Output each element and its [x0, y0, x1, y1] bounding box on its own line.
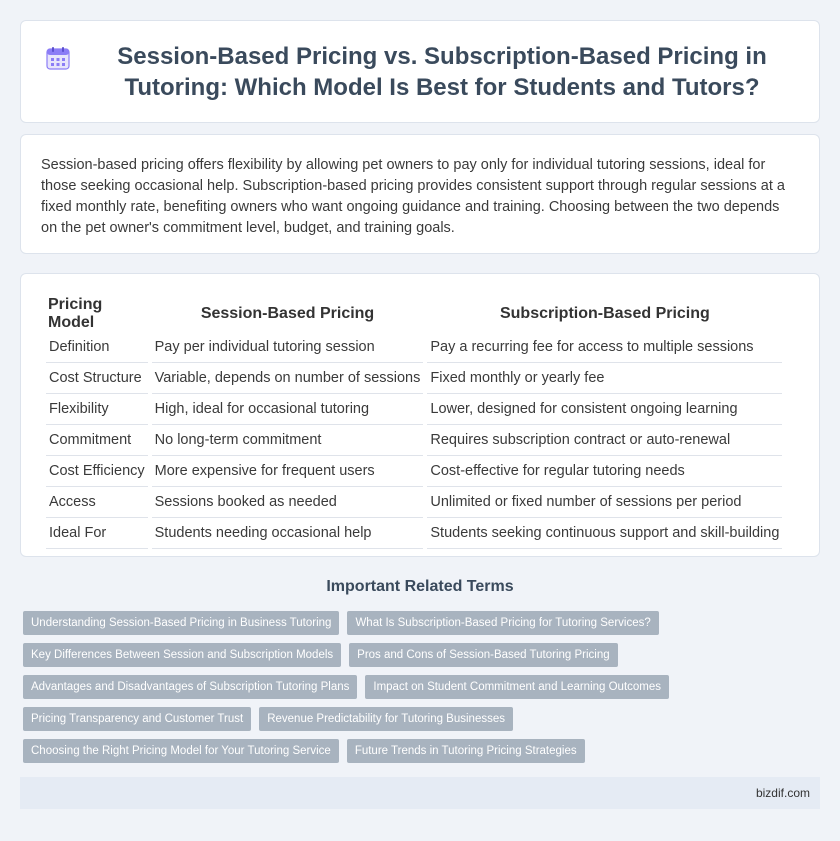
table-row [46, 425, 782, 456]
column-header: Subscription-Based Pricing [499, 305, 710, 322]
table-cell: Lower, designed for consistent ongoing learning [427, 394, 782, 425]
related-term-link[interactable]: Pricing Transparency and Customer Trust [23, 707, 251, 731]
tag-row [23, 675, 823, 699]
comparison-table-card [20, 273, 820, 557]
related-term-link[interactable]: Choosing the Right Pricing Model for Your Tutoring Service [23, 739, 339, 763]
related-term-link[interactable]: Key Differences Between Session and Subscription Models [23, 643, 341, 667]
table-cell: Commitment [46, 425, 148, 456]
summary-card [20, 134, 820, 254]
summary-text: Session-based pricing offers flexibility by allowing pet owners to pay only for individual tutoring sessions, ideal for those seeking occasional help. Subscription-based pricing provides consistent support through regular sessions at a fixed monthly rate, benefiting owners who want ongoing guidance and training. Choosing between the two depends on the pet owner's commitment level, budget, and training goals. [41, 157, 785, 236]
tag-row [23, 739, 823, 763]
column-header: Session-Based Pricing [200, 305, 375, 322]
table-row [46, 332, 782, 363]
table-cell: Ideal For [46, 518, 148, 549]
title-card [20, 20, 820, 123]
footer [20, 777, 820, 809]
table-cell: Variable, depends on number of sessions [152, 363, 424, 394]
table-cell: Pay per individual tutoring session [152, 332, 424, 363]
table-cell: More expensive for frequent users [152, 456, 424, 487]
related-term-link[interactable]: Pros and Cons of Session-Based Tutoring Pricing [349, 643, 618, 667]
table-cell: Requires subscription contract or auto-renewal [427, 425, 782, 456]
table-cell: High, ideal for occasional tutoring [152, 394, 424, 425]
table-cell: Students seeking continuous support and skill-building [427, 518, 782, 549]
related-term-link[interactable]: What Is Subscription-Based Pricing for Tutoring Services? [347, 611, 658, 635]
table-header-row [46, 296, 782, 332]
related-terms-title: Important Related Terms [326, 578, 514, 595]
table-cell: Unlimited or fixed number of sessions per period [427, 487, 782, 518]
table-cell: Pay a recurring fee for access to multiple sessions [427, 332, 782, 363]
calendar-icon [45, 45, 71, 71]
table-row [46, 518, 782, 549]
related-term-link[interactable]: Understanding Session-Based Pricing in Business Tutoring [23, 611, 339, 635]
related-term-link[interactable]: Advantages and Disadvantages of Subscription Tutoring Plans [23, 675, 357, 699]
tag-row [23, 643, 823, 667]
table-cell: Cost Structure [46, 363, 148, 394]
tag-row [23, 611, 823, 635]
table-cell: Fixed monthly or yearly fee [427, 363, 782, 394]
site-link[interactable]: bizdif.com [755, 786, 810, 800]
table-row [46, 363, 782, 394]
tag-row [23, 707, 823, 731]
related-term-link[interactable]: Future Trends in Tutoring Pricing Strategies [347, 739, 585, 763]
related-term-link[interactable]: Revenue Predictability for Tutoring Businesses [259, 707, 513, 731]
table-row [46, 394, 782, 425]
table-cell: Definition [46, 332, 148, 363]
table-cell: Flexibility [46, 394, 148, 425]
table-cell: Sessions booked as needed [152, 487, 424, 518]
table-cell: Cost-effective for regular tutoring needs [427, 456, 782, 487]
table-cell: No long-term commitment [152, 425, 424, 456]
page-title: Session-Based Pricing vs. Subscription-Based Pricing in Tutoring: Which Model Is Best for Students and Tutors? [117, 42, 767, 101]
table-row [46, 487, 782, 518]
table-cell: Cost Efficiency [46, 456, 148, 487]
related-terms-list [23, 611, 823, 771]
comparison-table [42, 296, 786, 549]
table-cell: Access [46, 487, 148, 518]
column-header: Pricing Model [48, 296, 103, 331]
table-cell: Students needing occasional help [152, 518, 424, 549]
table-row [46, 456, 782, 487]
related-term-link[interactable]: Impact on Student Commitment and Learning Outcomes [365, 675, 669, 699]
